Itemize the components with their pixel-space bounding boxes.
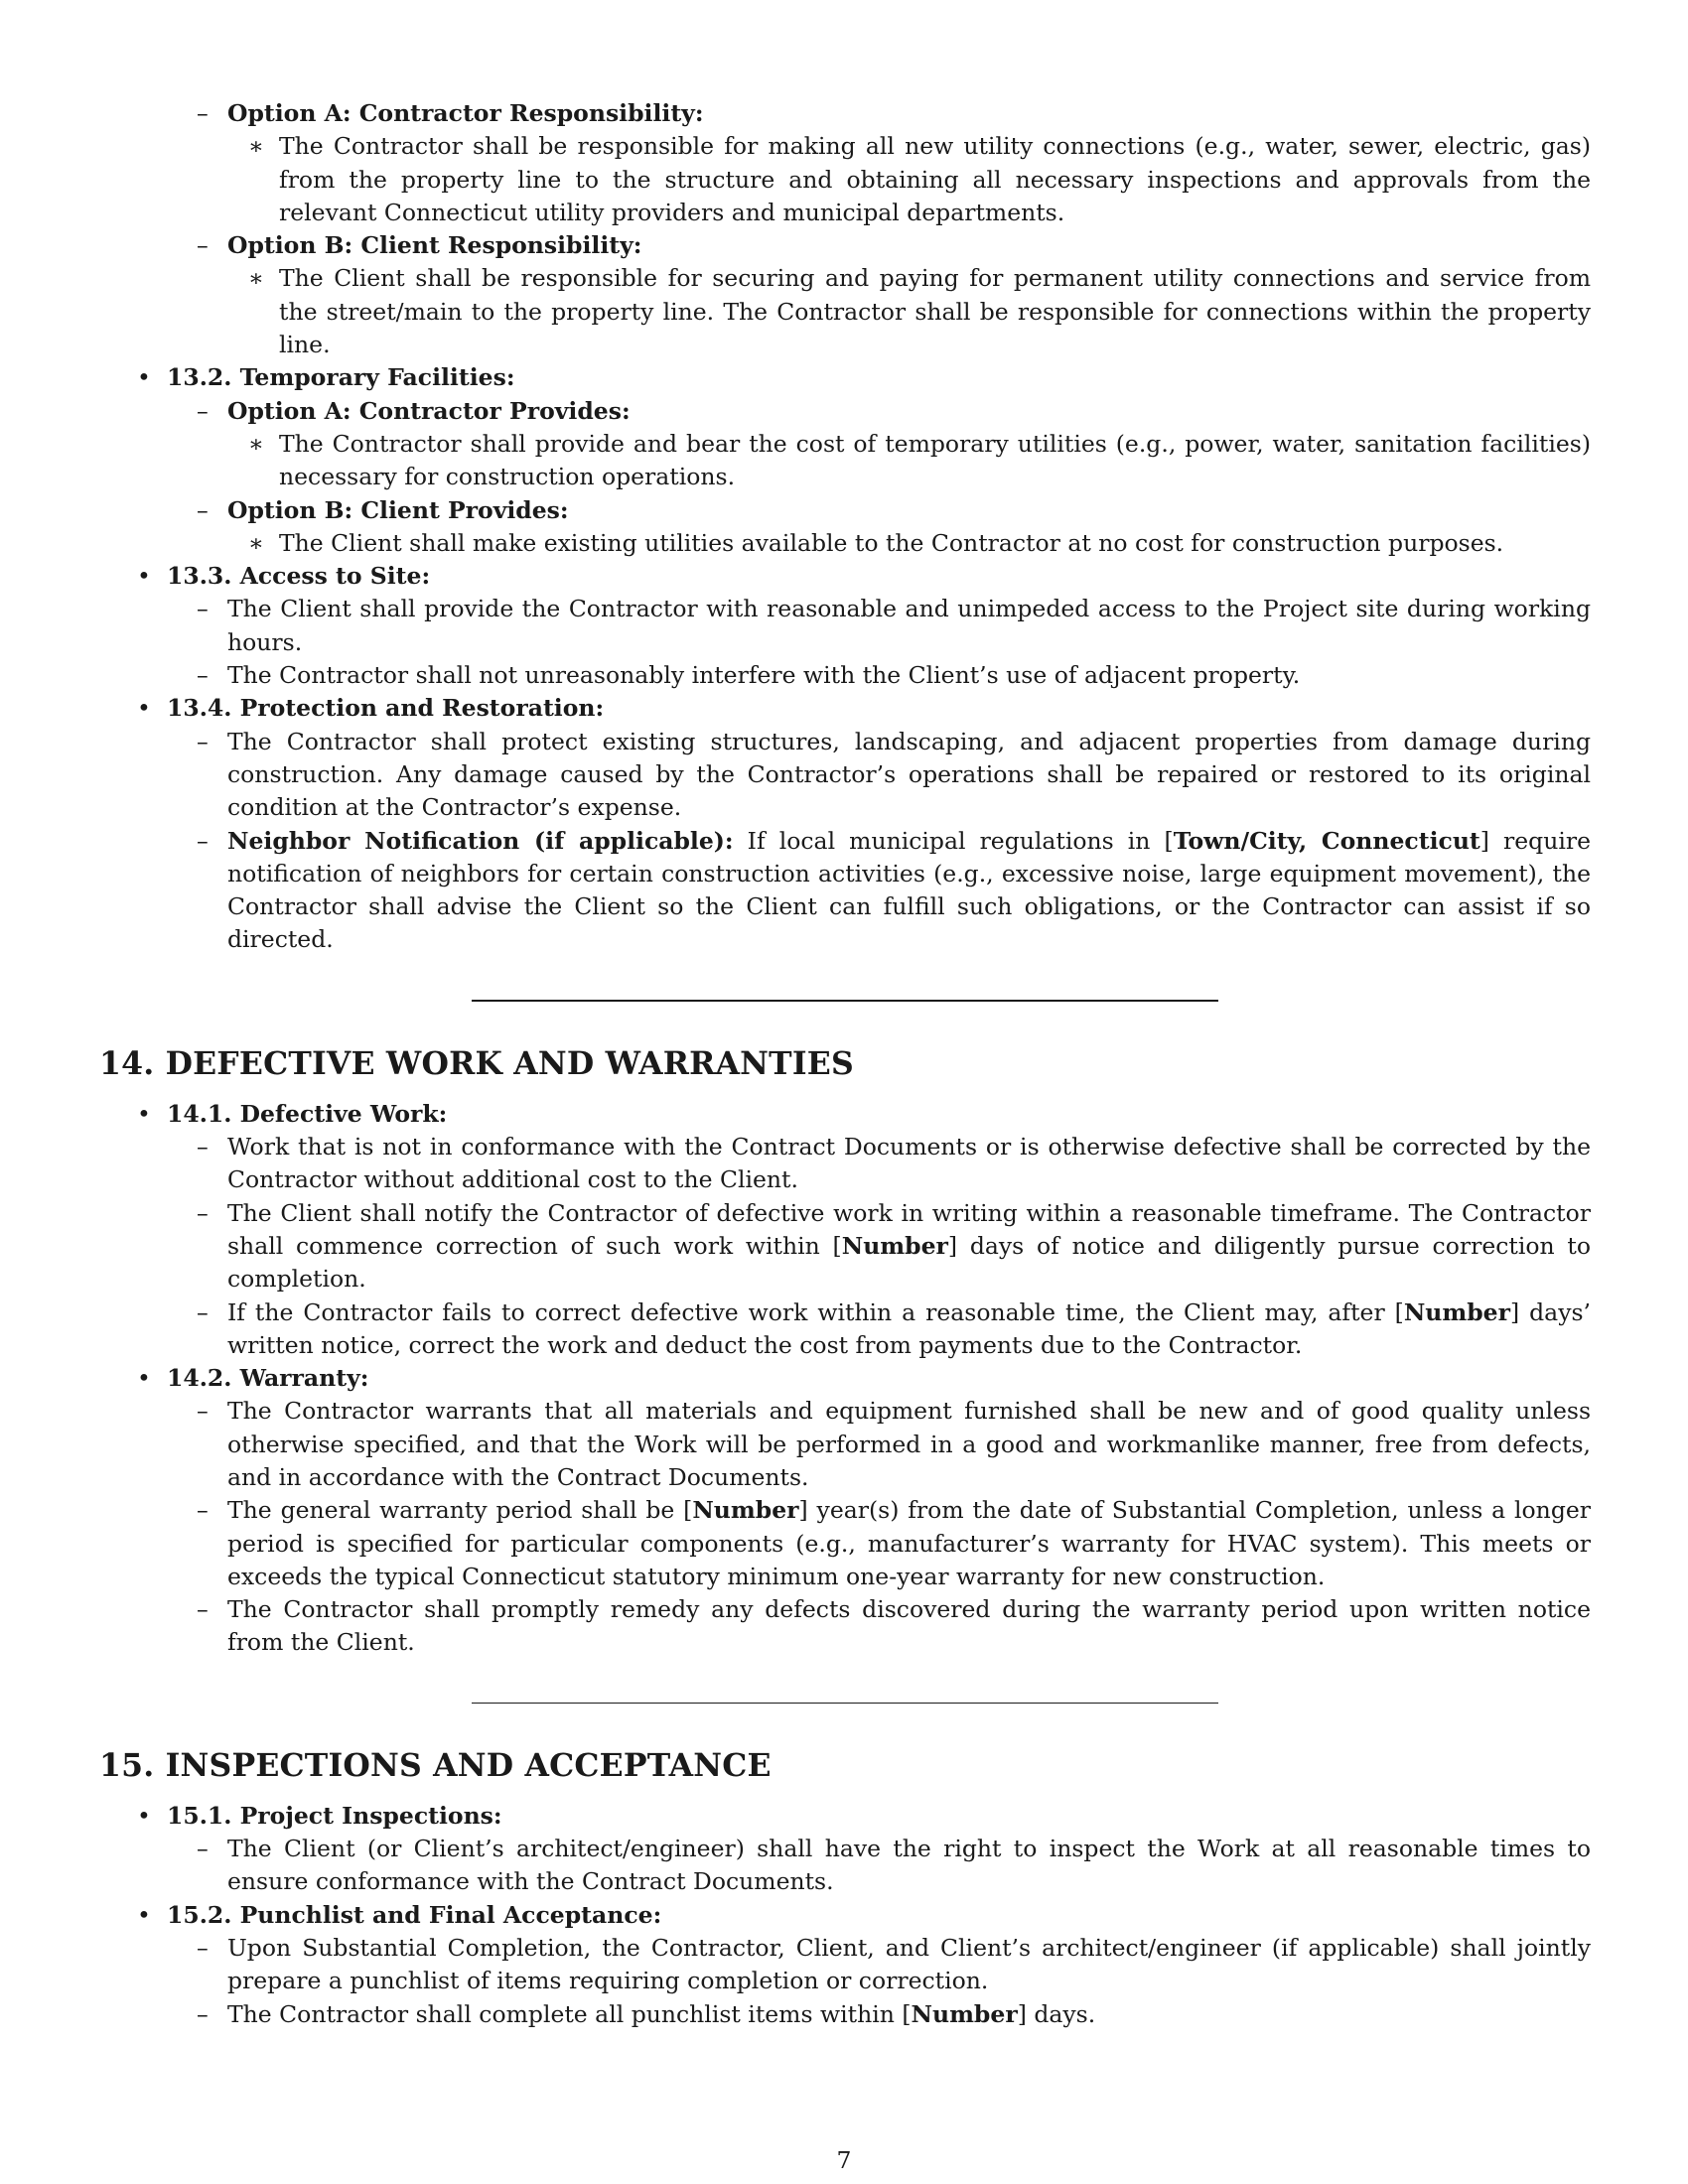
bullet-marker: •	[137, 1900, 151, 1929]
star-marker: ∗	[248, 528, 264, 557]
dash-marker: –	[197, 1496, 209, 1525]
option-b-utility-text: ∗ The Client shall be responsible for securing and paying for permanent utility connections and service from the street/main to the property line. The Contractor shall be responsible for connections within the property line.	[248, 264, 1591, 359]
bullet-marker: •	[137, 1099, 151, 1128]
clause-label: 15.1. Project Inspections:	[167, 1801, 502, 1830]
clause-13-4	[99, 692, 1591, 725]
dash-marker: –	[197, 1133, 209, 1161]
dash-marker: –	[197, 1198, 209, 1227]
dash-marker: –	[197, 1297, 209, 1326]
option-label: Option A: Contractor Provides:	[227, 396, 631, 425]
dash-marker: –	[197, 99, 209, 127]
clause-14-1-item: – Work that is not in conformance with the Contract Documents or is otherwise defective shall be corrected by the Contractor without additional cost to the Client.	[197, 1133, 1591, 1194]
option-b-temp	[99, 494, 1591, 527]
clause-label: 13.2. Temporary Facilities:	[167, 363, 515, 392]
dash-marker: –	[197, 1835, 209, 1863]
clause-15-2-item: – Upon Substantial Completion, the Contractor, Client, and Client’s architect/engineer (if applicable) shall jointly prepare a punchlist of items requiring completion or correction.	[197, 1933, 1591, 1995]
clause-label: 13.3. Access to Site:	[167, 562, 431, 591]
clause-14-1-item: – The Client shall notify the Contractor of defective work in writing within a reasonable timeframe. The Contractor shall commence correction of such work within [Number] days of notice and diligently pursue correction to completion.	[197, 1198, 1591, 1294]
dash-marker: –	[197, 1933, 209, 1962]
section-divider	[472, 1000, 1218, 1002]
clause-15-1	[99, 1800, 1591, 1833]
dash-marker: –	[197, 595, 209, 623]
clause-13-3	[99, 560, 1591, 593]
option-a-utility-text: ∗ The Contractor shall be responsible for making all new utility connections (e.g., water, sewer, electric, gas) from the property line to the structure and obtaining all necessary inspections and approvals from the relevant Connecticut utility providers and municipal departments.	[248, 132, 1591, 226]
dash-marker: –	[197, 396, 209, 425]
star-marker: ∗	[248, 264, 264, 293]
clause-13-4-neighbor: – Neighbor Notification (if applicable): If local municipal regulations in [Town/City, Connecticut] require notification of neighbors for certain construction activities (e.g., excessive noise, large equipment movement), the Contractor shall advise the Client so the Client can fulfill such obligations, or the Contractor can assist if so directed.	[197, 826, 1592, 954]
bullet-marker: •	[137, 1364, 151, 1393]
clause-label: 14.2. Warranty:	[167, 1364, 369, 1393]
placeholder-number: Number	[1403, 1297, 1511, 1326]
page-number: 7	[836, 2146, 852, 2174]
option-label: Option B: Client Responsibility:	[227, 231, 642, 260]
section-15-heading: 15. INSPECTIONS AND ACCEPTANCE	[99, 1746, 772, 1784]
dash-marker: –	[197, 1397, 209, 1426]
clause-14-2-item: – The general warranty period shall be [Number] year(s) from the date of Substantial Completion, unless a longer period is specified for particular components (e.g., manufacturer’s warranty for HVAC system). This meets or exceeds the typical Connecticut statutory minimum one-year warranty for new construction.	[197, 1496, 1591, 1590]
placeholder-number: Number	[692, 1496, 799, 1525]
dash-marker: –	[197, 1595, 209, 1624]
clause-14-2	[99, 1362, 1591, 1395]
clause-13-3-item: – The Contractor shall not unreasonably interfere with the Client’s use of adjacent property.	[99, 659, 1591, 692]
option-a-temp	[99, 395, 1591, 428]
clause-15-2	[99, 1899, 1591, 1932]
clause-14-1-item: – If the Contractor fails to correct defective work within a reasonable time, the Client may, after [Number] days’ written notice, correct the work and deduct the cost from payments due to the Contractor.	[197, 1297, 1591, 1359]
placeholder-number: Number	[911, 1999, 1018, 2028]
clause-14-2-item: – The Contractor shall promptly remedy any defects discovered during the warranty period upon written notice from the Client.	[197, 1595, 1591, 1657]
dash-marker: –	[197, 231, 209, 260]
clause-14-2-item: – The Contractor warrants that all materials and equipment furnished shall be new and of good quality unless otherwise specified, and that the Work will be performed in a good and workmanlike manner, free from defects, and in accordance with the Contract Documents.	[197, 1397, 1591, 1491]
option-label: Option B: Client Provides:	[227, 495, 569, 524]
option-a-utility	[99, 97, 1591, 130]
option-a-temp-text: ∗ The Contractor shall provide and bear the cost of temporary utilities (e.g., power, water, sanitation facilities) necessary for construction operations.	[248, 429, 1591, 491]
clause-label: 15.2. Punchlist and Final Acceptance:	[167, 1900, 662, 1929]
dash-marker: –	[197, 661, 209, 690]
page-content	[99, 97, 1591, 2031]
placeholder-town: Town/City, Connecticut	[1173, 826, 1480, 855]
clause-label: 13.4. Protection and Restoration:	[167, 694, 605, 723]
section-divider	[472, 1703, 1218, 1704]
option-b-utility	[99, 229, 1591, 262]
star-marker: ∗	[248, 132, 264, 161]
option-label: Option A: Contractor Responsibility:	[227, 99, 704, 127]
placeholder-number: Number	[841, 1231, 948, 1260]
clause-13-3-item: – The Client shall provide the Contractor with reasonable and unimpeded access to the Project site during working hours.	[197, 595, 1591, 656]
clause-label: 14.1. Defective Work:	[167, 1099, 448, 1128]
clause-14-1	[99, 1098, 1591, 1131]
clause-15-2-item: – The Contractor shall complete all punchlist items within [Number] days.	[99, 1998, 1591, 2031]
bullet-marker: •	[137, 562, 151, 591]
section-14-heading: 14. DEFECTIVE WORK AND WARRANTIES	[99, 1044, 854, 1082]
bullet-marker: •	[137, 363, 151, 392]
dash-marker: –	[197, 495, 209, 524]
clause-13-4-item: – The Contractor shall protect existing structures, landscaping, and adjacent properties from damage during construction. Any damage caused by the Contractor’s operations shall be repaired or restored to its original condition at the Contractor’s expense.	[197, 727, 1591, 822]
dash-marker: –	[197, 727, 209, 755]
clause-15-1-item: – The Client (or Client’s architect/engineer) shall have the right to inspect the Work at all reasonable times to ensure conformance with the Contract Documents.	[197, 1835, 1591, 1896]
bullet-marker: •	[137, 694, 151, 723]
dash-marker: –	[197, 1999, 209, 2028]
star-marker: ∗	[248, 429, 264, 458]
option-b-temp-text: ∗ The Client shall make existing utilities available to the Contractor at no cost for construction purposes.	[99, 527, 1591, 560]
clause-13-2	[99, 361, 1591, 394]
bullet-marker: •	[137, 1801, 151, 1830]
dash-marker: –	[197, 826, 209, 855]
